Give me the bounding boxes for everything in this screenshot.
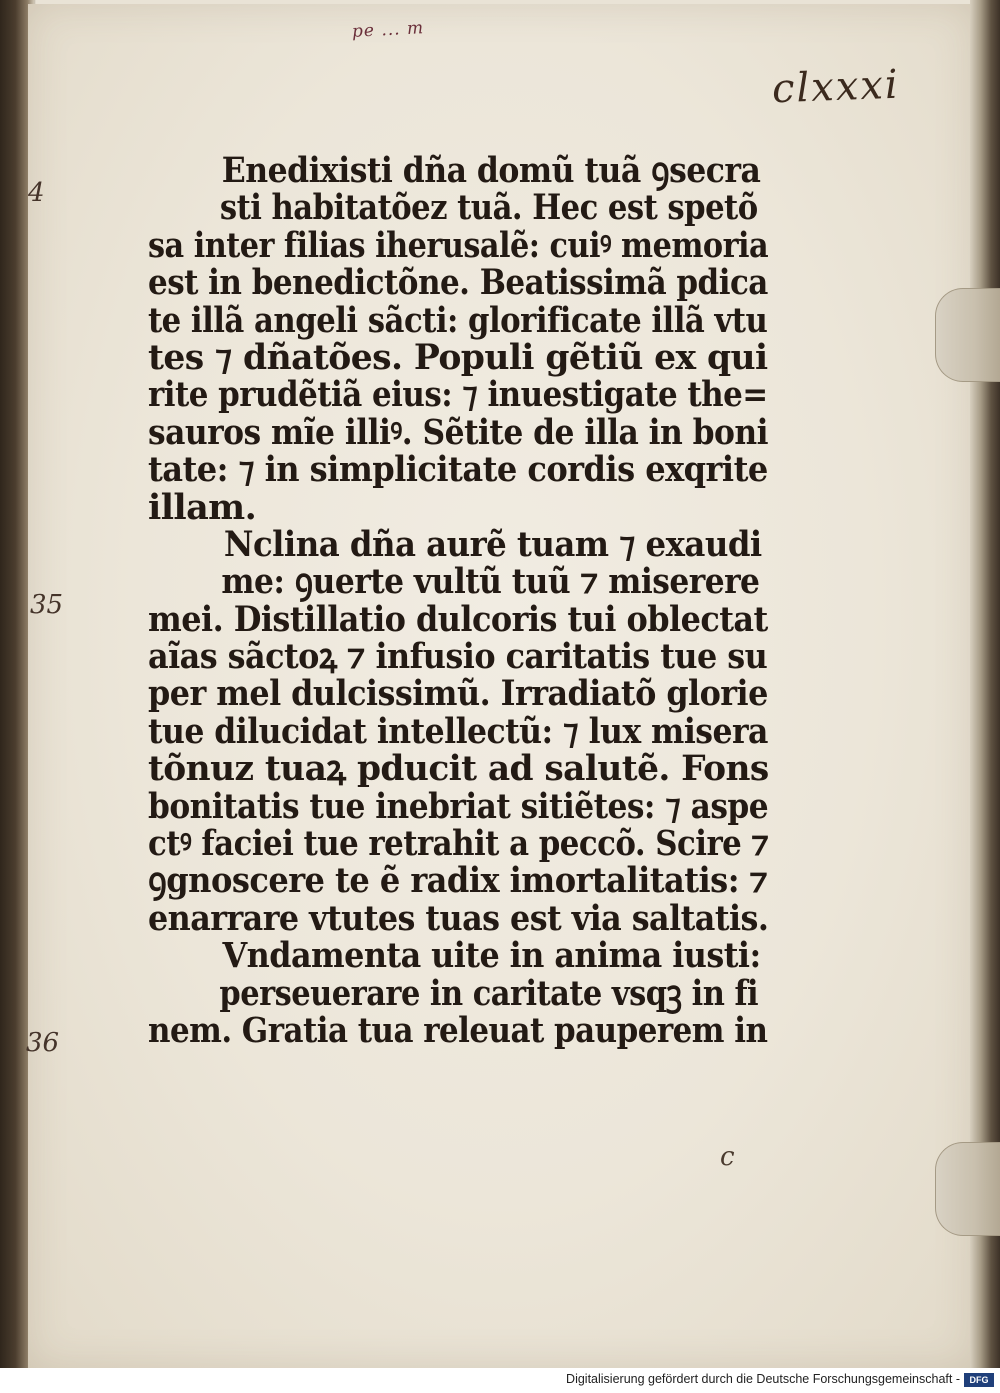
signature-mark: c	[720, 1142, 735, 1172]
margin-number: 35	[30, 590, 64, 620]
text-line: est in benedictõne. Beatissimã pdica	[148, 262, 768, 304]
text-line: nem. Gratia tua releuat pauperem in	[148, 1009, 768, 1051]
text-line: Vndamenta uite in anima iusti:	[222, 935, 761, 977]
text-line: rite prudẽtiã eius: ⁊ inuestigate the=	[148, 374, 768, 416]
text-line: te illã angeli sãcti: glorificate illã vtu	[148, 299, 768, 341]
text-line: tes ⁊ dñatões. Populi gẽtiũ ex qui	[148, 336, 768, 378]
text-line: sa inter filias iherusalẽ: cuiꝰ memoria	[148, 224, 769, 266]
dfg-logo: DFG	[964, 1373, 994, 1387]
text-line: illam.	[148, 486, 257, 528]
text-line: aĩas sãctoꝝ ⁊ infusio caritatis tue su	[148, 636, 768, 678]
text-line: Nclina dña aurẽ tuam ⁊ exaudi	[223, 523, 762, 565]
body-text	[148, 152, 768, 1049]
text-line: Enedixisti dña domũ tuã ꝯsecra	[221, 150, 761, 191]
text-line: bonitatis tue inebriat sitiẽtes: ⁊ aspe	[148, 785, 769, 827]
text-line: sti habitatõez tuã. Hec est spetõ	[219, 187, 758, 229]
text-line: tõnuz tuaꝝ pducit ad salutẽ. Fons	[148, 748, 769, 790]
folio-number: clxxxi	[771, 61, 901, 113]
text-line: ꝯgnoscere te ẽ radix imortalitatis: ⁊	[148, 860, 768, 902]
margin-number: 4	[28, 178, 45, 208]
text-line: tue dilucidat intellectũ: ⁊ lux misera	[148, 710, 768, 752]
text-line: tate: ⁊ in simplicitate cordis exqrite	[148, 449, 768, 491]
footer-credit: Digitalisierung gefördert durch die Deutsche Forschungsgemeinschaft -	[566, 1372, 960, 1386]
text-line: me: ꝯuerte vultũ tuũ ⁊ miserere	[221, 561, 760, 603]
text-line: enarrare vtutes tuas est via saltatis.	[148, 897, 769, 939]
footer-bar	[0, 1368, 1000, 1393]
text-line: per mel dulcissimũ. Irradiatõ glorie	[148, 673, 768, 715]
text-line: ctꝰ faciei tue retrahit a peccõ. Scire ⁊	[148, 823, 769, 865]
text-line: perseuerare in caritate vsqꝫ in fi	[219, 972, 759, 1014]
top-annotation: pe ... m	[351, 18, 425, 42]
margin-number: 36	[26, 1028, 60, 1058]
text-line: mei. Distillatio dulcoris tui oblectat	[148, 598, 768, 640]
text-line: sauros mĩe illiꝰ. Sẽtite de illa in boni	[148, 411, 769, 453]
page-tab-upper	[935, 288, 1000, 382]
page-tab-lower	[935, 1142, 1000, 1236]
